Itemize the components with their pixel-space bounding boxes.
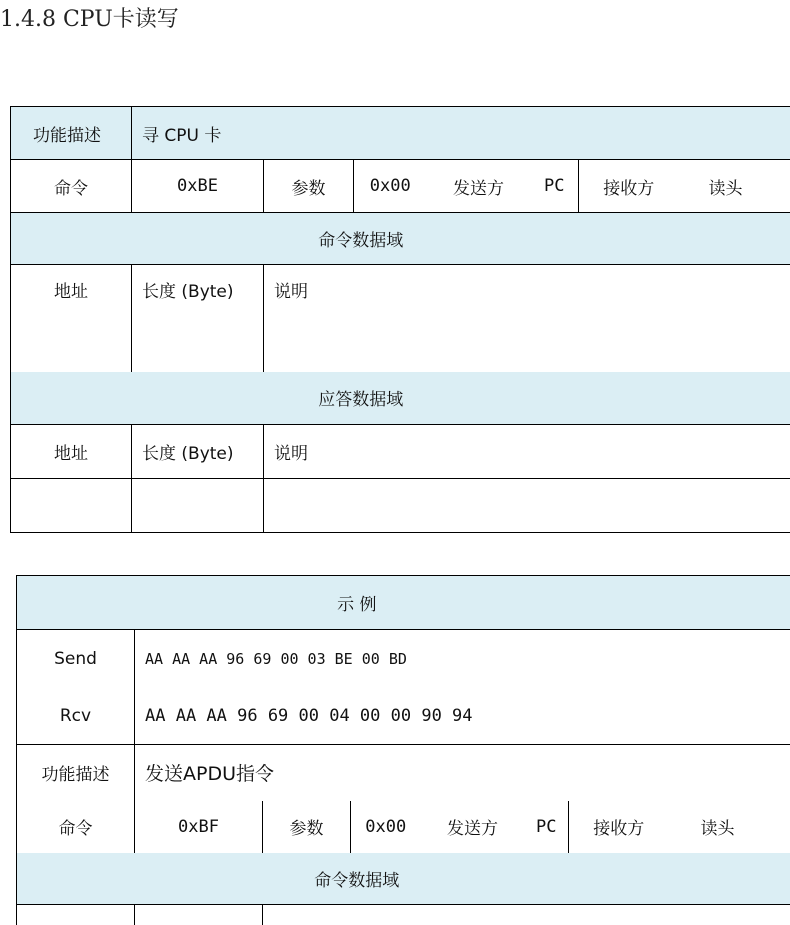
sender-value: PC [531, 160, 579, 213]
function-label: 功能描述 [11, 107, 132, 160]
rcv-label: Rcv [17, 688, 135, 745]
example-title: 示 例 [17, 576, 790, 630]
cmd-value-2: 0xBF [135, 801, 263, 853]
resp-col-length: 长度 (Byte) [132, 425, 264, 479]
sender-value-2: PC [525, 801, 569, 853]
cmd-data-domain-title: 命令数据域 [11, 213, 790, 265]
sender-label: 发送方 [427, 160, 531, 213]
rcv-value: AA AA AA 96 69 00 04 00 00 90 94 [135, 688, 790, 745]
apdu-example-table [16, 575, 790, 925]
cmd-col-address: 地址 [11, 265, 132, 372]
receiver-label-2: 接收方 [569, 801, 669, 853]
cmd-col-length: 长度 (Byte) [132, 265, 264, 372]
cmd-col-description: 说明 [264, 265, 790, 372]
receiver-label: 接收方 [579, 160, 679, 213]
cmd-label-2: 命令 [17, 801, 135, 853]
resp-data-domain-title: 应答数据域 [11, 372, 790, 425]
section-heading: 1.4.8 CPU卡读写 [0, 2, 179, 33]
receiver-value-2: 读头 [669, 801, 790, 853]
cmd-value: 0xBE [132, 160, 264, 213]
resp-length-cell [132, 479, 264, 533]
param-value: 0x00 [354, 160, 427, 213]
resp-address-cell [11, 479, 132, 533]
send-value: AA AA AA 96 69 00 03 BE 00 BD [135, 630, 790, 688]
resp-col-address: 地址 [11, 425, 132, 479]
param-label-2: 参数 [263, 801, 351, 853]
resp-description-cell [264, 479, 790, 533]
cmd-data-domain-title-2: 命令数据域 [17, 853, 790, 905]
send-label: Send [17, 630, 135, 688]
function-value: 寻 CPU 卡 [132, 107, 790, 160]
param-value-2: 0x00 [351, 801, 421, 853]
receiver-value: 读头 [679, 160, 790, 213]
cmd-label: 命令 [11, 160, 132, 213]
resp-col-description: 说明 [264, 425, 790, 479]
function-value-2: 发送APDU指令 [135, 745, 790, 801]
param-label: 参数 [264, 160, 354, 213]
find-cpu-card-table [10, 106, 790, 533]
function-label-2: 功能描述 [17, 745, 135, 801]
sender-label-2: 发送方 [421, 801, 525, 853]
